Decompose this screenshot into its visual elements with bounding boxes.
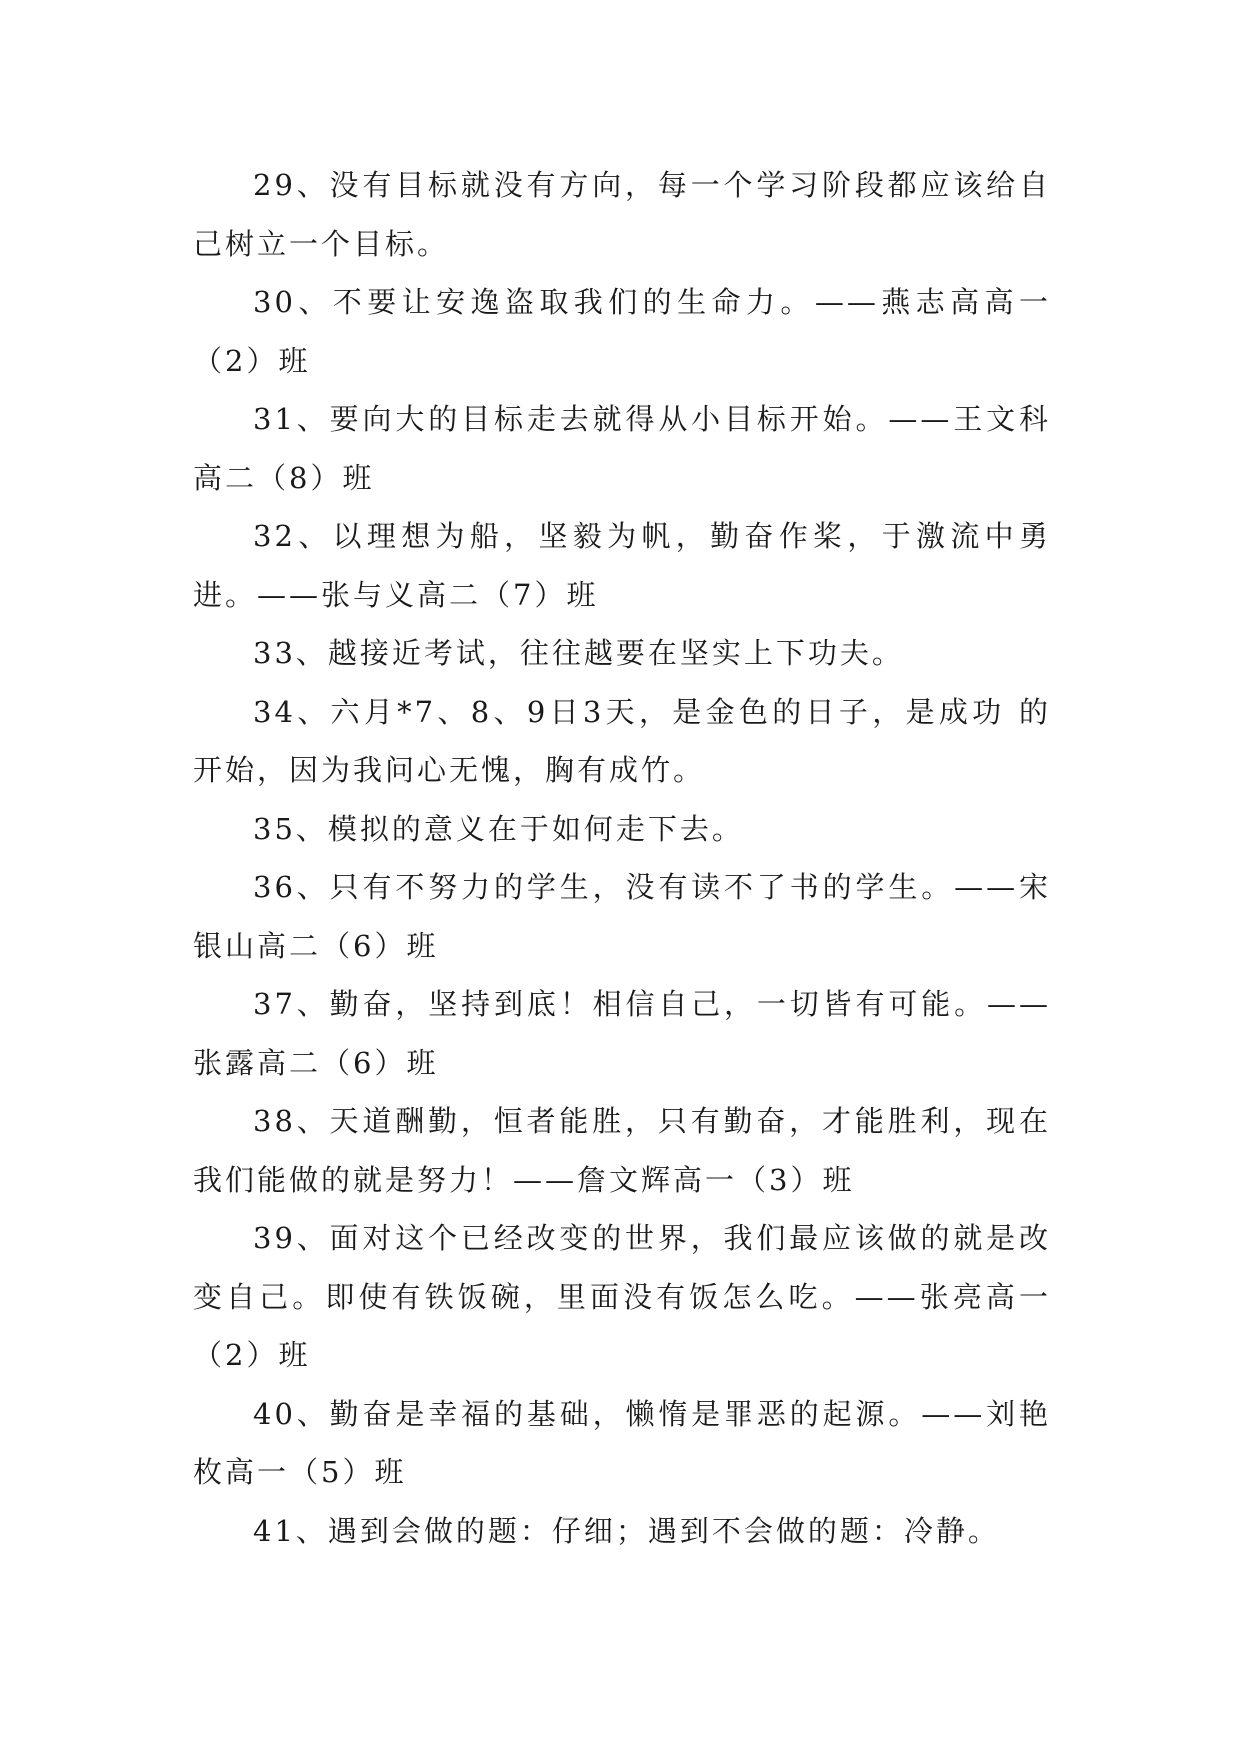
quote-paragraph-41: 41、遇到会做的题：仔细；遇到不会做的题：冷静。 bbox=[253, 1513, 1000, 1548]
quote-paragraph-31: 31、要向大的目标走去就得从小目标开始。——王文科高二（8）班 bbox=[193, 402, 1051, 495]
quote-paragraph-40: 40、勤奋是幸福的基础，懒惰是罪恶的起源。——刘艳枚高一（5）班 bbox=[193, 1396, 1051, 1489]
quote-paragraph-32: 32、以理想为船，坚毅为帆，勤奋作桨，于激流中勇进。——张与义高二（7）班 bbox=[193, 519, 1051, 612]
quote-paragraph-37: 37、勤奋，坚持到底！相信自己，一切皆有可能。——张露高二（6）班 bbox=[193, 987, 1051, 1080]
quote-paragraph-38: 38、天道酬勤，恒者能胜，只有勤奋，才能胜利，现在我们能做的就是努力！——詹文辉高一（3）班 bbox=[193, 1104, 1051, 1197]
quote-paragraph-36: 36、只有不努力的学生，没有读不了书的学生。——宋银山高二（6）班 bbox=[193, 870, 1051, 963]
quote-paragraph-30: 30、不要让安逸盗取我们的生命力。——燕志高高一（2）班 bbox=[193, 285, 1051, 378]
quote-paragraph-35: 35、模拟的意义在于如何走下去。 bbox=[253, 811, 744, 846]
document-page bbox=[193, 156, 1051, 1560]
quote-paragraph-29: 29、没有目标就没有方向，每一个学习阶段都应该给自己树立一个目标。 bbox=[193, 168, 1051, 261]
quote-paragraph-34: 34、六月*7、8、9日3天，是金色的日子，是成功 的开始，因为我问心无愧，胸有成竹。 bbox=[193, 694, 1051, 787]
quote-paragraph-33: 33、越接近考试，往往越要在坚实上下功夫。 bbox=[253, 636, 904, 670]
quote-paragraph-39: 39、面对这个已经改变的世界，我们最应该做的就是改变自己。即使有铁饭碗，里面没有饭怎么吃。——张亮高一（2）班 bbox=[193, 1221, 1051, 1372]
